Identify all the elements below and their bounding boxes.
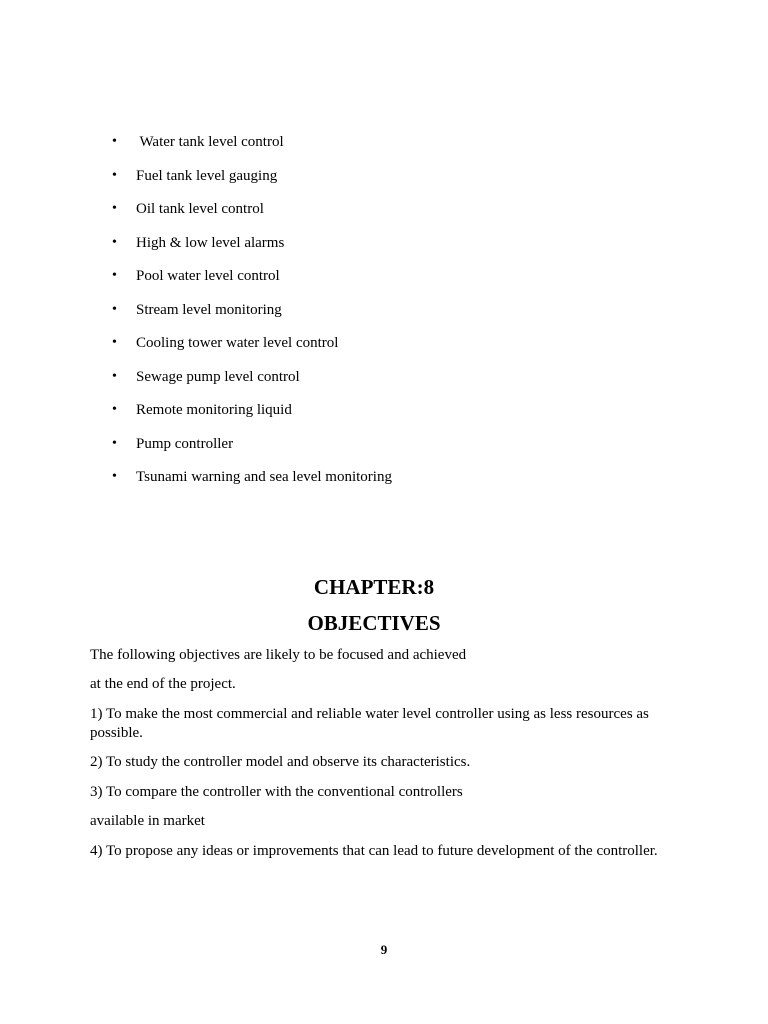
objective-3: 3) To compare the controller with the conventional controllers bbox=[90, 784, 463, 800]
paragraph: at the end of the project. bbox=[90, 676, 236, 692]
bullet-icon: • bbox=[112, 301, 117, 317]
list-item bbox=[112, 266, 392, 300]
bullet-icon: • bbox=[112, 469, 117, 484]
list-item-text: Pump controller bbox=[136, 435, 234, 452]
list-item-text: Pool water level control bbox=[136, 268, 280, 284]
bullet-icon: • bbox=[112, 134, 117, 149]
bullet-icon: • bbox=[112, 335, 117, 350]
paragraph: The following objectives are likely to be focused and achieved bbox=[90, 647, 467, 663]
list-item bbox=[112, 434, 392, 468]
bullet-icon: • bbox=[112, 201, 117, 216]
chapter-title: OBJECTIVES bbox=[307, 611, 441, 635]
list-item bbox=[112, 367, 392, 401]
list-item bbox=[112, 400, 392, 434]
list-item-text: Sewage pump level control bbox=[136, 368, 300, 385]
list-item bbox=[112, 300, 392, 334]
page-number: 9 bbox=[380, 942, 388, 957]
list-item-text: Tsunami warning and sea level monitoring bbox=[136, 469, 392, 485]
list-item bbox=[112, 333, 392, 367]
bullet-icon: • bbox=[112, 368, 117, 384]
list-item-text: Water tank level control bbox=[136, 134, 284, 150]
bullet-icon: • bbox=[112, 402, 117, 417]
paragraph: available in market bbox=[90, 813, 205, 829]
bullet-icon: • bbox=[112, 167, 117, 183]
list-item bbox=[112, 199, 392, 233]
list-item-text: Stream level monitoring bbox=[136, 301, 282, 318]
bullet-icon: • bbox=[112, 435, 117, 451]
list-item bbox=[112, 132, 392, 166]
list-item-text: Fuel tank level gauging bbox=[136, 167, 278, 184]
application-list bbox=[112, 132, 392, 501]
list-item-text: Oil tank level control bbox=[136, 201, 264, 217]
list-item bbox=[112, 233, 392, 267]
list-item-text: Cooling tower water level control bbox=[136, 335, 339, 351]
list-item-text: High & low level alarms bbox=[136, 234, 285, 251]
list-item bbox=[112, 166, 392, 200]
objective-2: 2) To study the controller model and observe its characteristics. bbox=[90, 754, 471, 770]
chapter-number: CHAPTER:8 bbox=[313, 575, 435, 599]
objective-1: 1) To make the most commercial and reliable water level controller using as less resources as possible. bbox=[90, 706, 649, 741]
bullet-icon: • bbox=[112, 234, 117, 250]
objective-4: 4) To propose any ideas or improvements that can lead to future development of the controller. bbox=[90, 843, 658, 859]
bullet-icon: • bbox=[112, 268, 117, 283]
list-item bbox=[112, 467, 392, 501]
list-item-text: Remote monitoring liquid bbox=[136, 402, 292, 418]
